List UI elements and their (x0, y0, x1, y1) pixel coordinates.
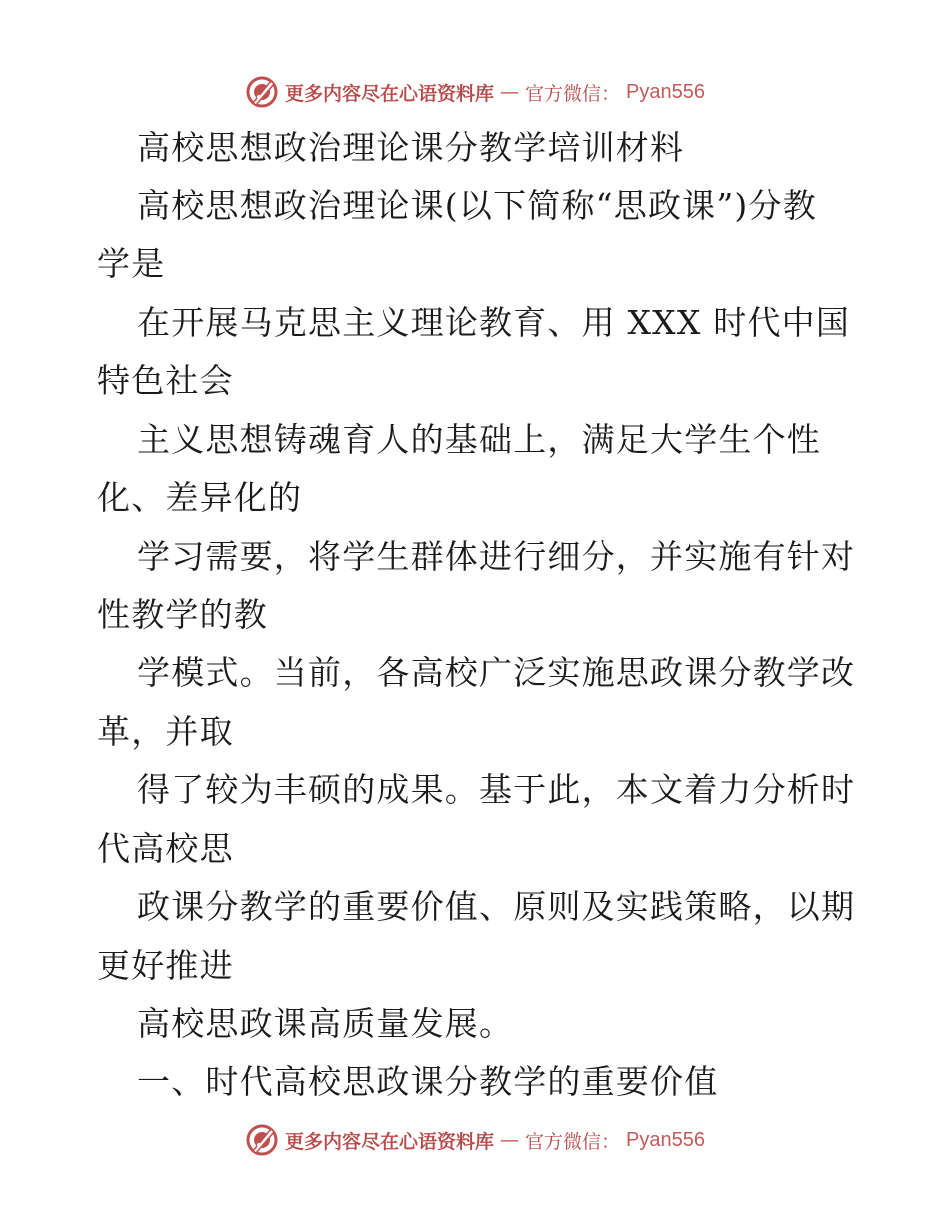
watermark-official-label: 官方微信： (525, 1130, 621, 1153)
paragraph-line: 高校思想政治理论课(以下简称“思政课”)分教 (137, 186, 817, 225)
document-title: 高校思想政治理论课分教学培训材料 (137, 128, 685, 167)
paragraph-line: 主义思想铸魂育人的基础上，满足大学生个性 (137, 420, 821, 459)
paragraph-line: 在开展马克思主义理论教育、用 XXX 时代中国 (137, 303, 851, 342)
paragraph-line: 高校思政课高质量发展。 (137, 1004, 514, 1043)
watermark-main-text: 更多内容尽在心语资料库 (285, 1130, 495, 1153)
header-watermark (0, 72, 950, 112)
watermark-official-label: 官方微信： (525, 82, 621, 105)
paragraph-line: 得了较为丰硕的成果。基于此，本文着力分析时 (137, 770, 856, 809)
watermark-wechat-handle: Pyan556 (626, 80, 705, 103)
footer-watermark (0, 1120, 950, 1160)
paragraph-line: 代高校思 (97, 829, 234, 868)
paragraph-line: 性教学的教 (97, 595, 268, 634)
quill-seal-icon (245, 75, 279, 109)
section-heading: 一、时代高校思政课分教学的重要价值 (137, 1062, 719, 1101)
paragraph-line: 学是 (97, 244, 166, 283)
watermark-dash: — (500, 1129, 520, 1151)
paragraph-line: 革，并取 (97, 712, 234, 751)
watermark-wechat-handle: Pyan556 (626, 1128, 705, 1151)
paragraph-line: 学模式。当前，各高校广泛实施思政课分教学改 (137, 653, 856, 692)
paragraph-line: 学习需要，将学生群体进行细分，并实施有针对 (137, 537, 856, 576)
watermark-dash: — (500, 81, 520, 103)
paragraph-line: 化、差异化的 (97, 478, 303, 517)
paragraph-line: 政课分教学的重要价值、原则及实践策略，以期 (137, 887, 856, 926)
paragraph-line: 特色社会 (97, 361, 234, 400)
watermark-main-text: 更多内容尽在心语资料库 (285, 82, 495, 105)
paragraph-line: 更好推进 (97, 946, 234, 985)
quill-seal-icon (245, 1123, 279, 1157)
